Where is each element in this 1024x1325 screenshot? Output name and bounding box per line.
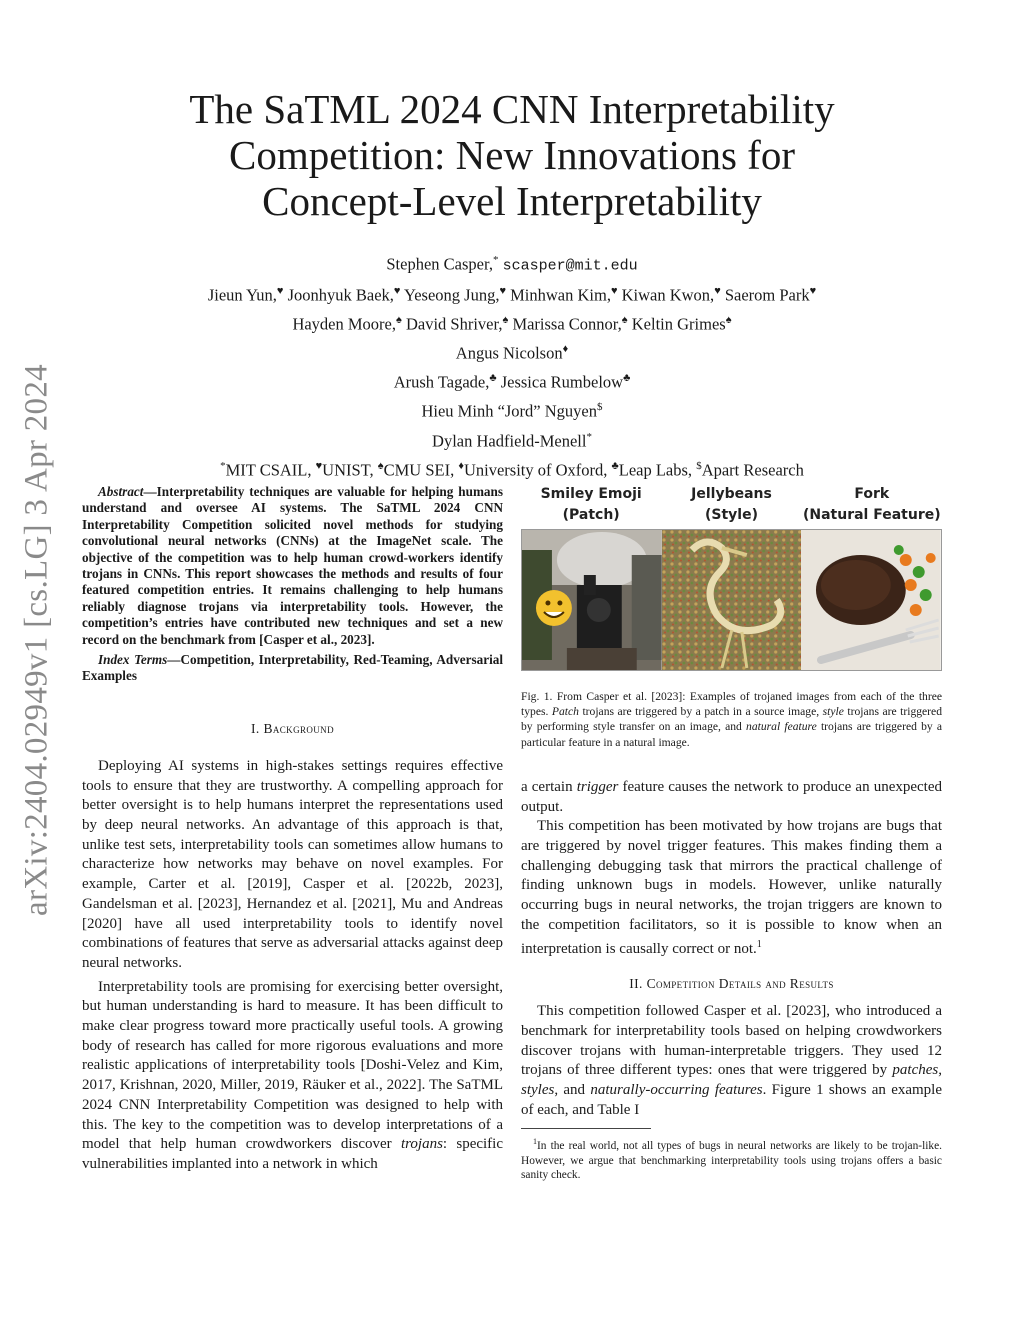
author-name: David Shriver,: [405, 314, 503, 334]
section-body-background: [82, 757, 503, 1175]
author-name: Marissa Connor,: [512, 314, 622, 334]
panel-label: [521, 484, 661, 529]
affiliation-mark: $: [696, 459, 702, 472]
author-line-4: [110, 337, 914, 366]
author-email[interactable]: scasper@mit.edu: [502, 257, 638, 275]
affiliation-mark: ♥: [610, 285, 618, 298]
author-name: Kiwan Kwon,: [621, 285, 715, 305]
affiliation-name: University of Oxford,: [463, 460, 608, 480]
caption-text: trojans are triggered by a particular feature in a natural image.: [521, 720, 942, 749]
footnote: [521, 1135, 942, 1183]
section-body-competition: [521, 1002, 942, 1120]
caption-label: Fig. 1.: [521, 690, 553, 703]
author-line-3: [110, 308, 914, 337]
jellybean-style-graphic: [662, 530, 802, 670]
panel-label: [661, 484, 801, 529]
caption-text: trojans are triggered by a patch in a source image,: [578, 705, 823, 719]
caption-italic: natural feature: [746, 720, 817, 734]
affiliation-mark: ♦: [562, 343, 569, 356]
author-name: Keltin Grimes: [631, 314, 726, 334]
section-number: II.: [629, 976, 643, 992]
figure-panel-labels: [521, 484, 942, 529]
paper-title: [120, 86, 904, 224]
author-name: Yeseong Jung,: [403, 285, 500, 305]
affiliation-mark: ♠: [621, 314, 628, 327]
author-block: [110, 248, 914, 483]
affiliation-name: Leap Labs,: [618, 460, 693, 480]
fork-food-graphic: [801, 530, 941, 670]
panel-label-type: (Natural Feature): [802, 507, 941, 523]
author-name: Joonhyuk Baek,: [287, 285, 394, 305]
author-line-2: [110, 279, 914, 308]
paragraph: [521, 1002, 942, 1120]
paragraph-text: Interpretability tools are promising for exercising better oversight, but human understanding is hard to measure. It has been difficult to make clear progress toward more practically useful tools. A growing body of research has called for more rigorous evaluations and more realistic applications of interpretability tools [Doshi-Velez and Kim, 2017, Krishnan, 2020, Miller, 2019, Räuker et al., 2022]. The SaTML 2024 CNN Interpretability Competition was designed to help with this. The key to the competition was to develop interpretations of a model that help human crowdworkers discover: [82, 978, 503, 1153]
caption-italic: style: [822, 705, 844, 719]
section-heading-background: [82, 721, 503, 737]
paragraph-text: This competition has been motivated by how trojans are bugs that are triggered by novel trigger features. This makes finding them a challenging debugging task that mirrors the practical challenge of finding unknown bugs in models. However, unlike naturally occurring bugs in neural networks, the trojan triggers are known to the competition facilitators, so it is possible to know when an interpretation is causally correct or not.: [521, 818, 942, 958]
panel-label-name: Jellybeans: [691, 486, 772, 502]
trojan-image-patch: [522, 530, 662, 670]
trojan-image-natural: [801, 530, 941, 670]
affiliation-mark: ♠: [502, 314, 509, 327]
paragraph-text: ,: [938, 1062, 942, 1079]
author-line-7: [110, 425, 914, 454]
panel-label-name: Smiley Emoji: [540, 486, 642, 502]
panel-label-name: Fork: [854, 486, 890, 502]
author-name: Stephen Casper,: [386, 254, 493, 274]
affiliation-mark: *: [586, 430, 592, 443]
caption-text: From Casper et al. [2023]: Examples of trojaned images from each of the three types.: [521, 690, 942, 719]
train-photo-graphic: [522, 530, 662, 670]
right-column: [521, 484, 942, 1183]
author-name: Minhwan Kim,: [510, 285, 611, 305]
author-name: Angus Nicolson: [455, 343, 563, 363]
title-line: Competition: New Innovations for: [229, 132, 795, 178]
affiliation-mark: $: [597, 401, 603, 414]
arxiv-sidebar-stamp: [10, 360, 64, 920]
index-terms-label: Index Terms: [98, 652, 168, 668]
author-line-5: [110, 366, 914, 395]
paragraph-text: . Figure 1 shows an example of each, and Table I: [521, 1081, 943, 1118]
paragraph-text: feature causes the network to produce an unexpected output.: [521, 778, 942, 815]
affiliation-mark: ♠: [725, 314, 732, 327]
paragraph-text: This competition followed Casper et al. [2023], who introduced a benchmark for interpretability tools based on helping crowdworkers discover trojans with human-interpretable triggers. They used 12 trojans of three different types: ones that were triggered by: [521, 1003, 942, 1079]
affiliation-mark: ♠: [396, 314, 402, 327]
trojan-image-style: [662, 530, 802, 670]
title-line: Concept-Level Interpretability: [262, 178, 762, 224]
figure-1: [521, 484, 942, 750]
affiliation-mark: ♥: [499, 285, 506, 298]
section-title: Background: [263, 720, 334, 736]
index-terms-text: —Competition, Interpretability, Red-Teaming, Adversarial Examples: [82, 652, 503, 684]
italic-term: trigger: [576, 778, 619, 795]
affiliation-mark: ♣: [611, 459, 619, 472]
paragraph: [521, 778, 942, 817]
author-name: Saerom Park: [724, 285, 810, 305]
footnote-divider: [521, 1128, 651, 1129]
paragraph: Deploying AI systems in high-stakes settings requires effective tools to ensure that they are trustworthy. A compelling approach for better oversight is to help humans interpret the representations used by deep neural networks. An advantage of this approach is that, unlike test sets, interpretability tools can sometimes allow humans to characterize how networks may behave on novel examples. For example, Carter et al. [2019], Casper et al. [2022b, 2023], Gandelsman et al. [2023], Hernandez et al. [2021], Mu and Andreas [2020] have all used interpretability tools to identify novel combinations of features that serve as adversarial attacks against deep neural networks.: [82, 757, 503, 971]
affiliation-mark: ♠: [377, 459, 384, 472]
affiliation-name: MIT CSAIL,: [225, 460, 312, 480]
footnote-text: In the real world, not all types of bugs in neural networks are likely to be trojan-like. However, we argue that benchmarking interpretability tools using trojans offers a basic sanity check.: [521, 1140, 942, 1182]
figure-image-strip: [521, 529, 942, 671]
paragraph-text: a certain: [521, 778, 577, 795]
footnote-area: [521, 1128, 942, 1183]
affiliation-name: UNIST,: [322, 460, 374, 480]
paragraph-text: , and: [554, 1081, 591, 1098]
paragraph: [521, 817, 942, 960]
section-title: Competition Details and Results: [646, 976, 834, 992]
italic-term: styles: [521, 1081, 555, 1098]
abstract: [82, 484, 503, 648]
affiliation-name: Apart Research: [701, 460, 804, 480]
section-heading-competition: [521, 976, 942, 992]
footnote-mark: 1: [533, 1137, 537, 1147]
author-name: Jessica Rumbelow: [500, 372, 624, 392]
italic-term: patches: [892, 1062, 939, 1079]
affiliation-mark: ♥: [315, 459, 323, 472]
affiliation-mark: *: [220, 459, 226, 472]
author-line-6: [110, 395, 914, 424]
abstract-label: Abstract: [98, 484, 144, 499]
author-name: Jieun Yun,: [207, 285, 277, 305]
right-column-body: [521, 778, 942, 960]
arxiv-id: arXiv:2404.02949v1 [cs.LG] 3 Apr 2024: [18, 364, 55, 916]
affiliations-line: [110, 454, 914, 483]
affiliation-mark: ♥: [809, 285, 817, 298]
affiliation-mark: *: [492, 254, 499, 266]
abstract-text: —Interpretability techniques are valuable for helping humans understand and oversee AI systems. The SaTML 2024 CNN Interpretability Competition solicited novel methods for studying convolutional neural networks (CNNs) at the ImageNet scale. The objective of the competition was to help human crowd-workers identify trojans in CNNs. This report showcases the methods and results of four featured competition entries. It remains challenging to help humans reliably diagnose trojans via interpretability tools. However, the competition’s entries have contributed new techniques and set a new record on the benchmark from [Casper et al., 2023].: [82, 484, 503, 647]
section-number: I.: [251, 720, 260, 736]
figure-caption: [521, 689, 942, 750]
italic-term: trojans: [400, 1136, 443, 1153]
paragraph: [82, 978, 503, 1175]
affiliation-name: CMU SEI,: [383, 460, 455, 480]
panel-label-type: (Patch): [562, 507, 620, 523]
footnote-ref[interactable]: 1: [756, 939, 762, 951]
smiley-emoji-icon: [536, 590, 572, 626]
author-line-1: [110, 248, 914, 279]
author-name: Hayden Moore,: [292, 314, 396, 334]
left-column: [82, 484, 503, 1175]
affiliation-mark: ♥: [393, 285, 401, 298]
author-name: Hieu Minh “Jord” Nguyen: [421, 401, 597, 421]
affiliation-mark: ♣: [623, 372, 631, 385]
author-name: Arush Tagade,: [393, 372, 490, 392]
title-line: The SaTML 2024 CNN Interpretability: [189, 86, 835, 132]
index-terms: [82, 652, 503, 685]
affiliation-mark: ♦: [458, 459, 464, 472]
caption-italic: Patch: [551, 705, 579, 719]
affiliation-mark: ♥: [276, 285, 284, 298]
author-name: Dylan Hadfield-Menell: [432, 431, 587, 451]
paragraph-text: : specific vulnerabilities implanted into a network in which: [82, 1136, 503, 1172]
affiliation-mark: ♣: [489, 372, 497, 385]
caption-text: trojans are triggered by performing style transfer on an image, and: [521, 705, 942, 734]
panel-label-type: (Style): [704, 507, 758, 523]
italic-term: naturally-occurring features: [590, 1081, 763, 1098]
panel-label: [802, 484, 942, 529]
affiliation-mark: ♥: [714, 285, 721, 298]
